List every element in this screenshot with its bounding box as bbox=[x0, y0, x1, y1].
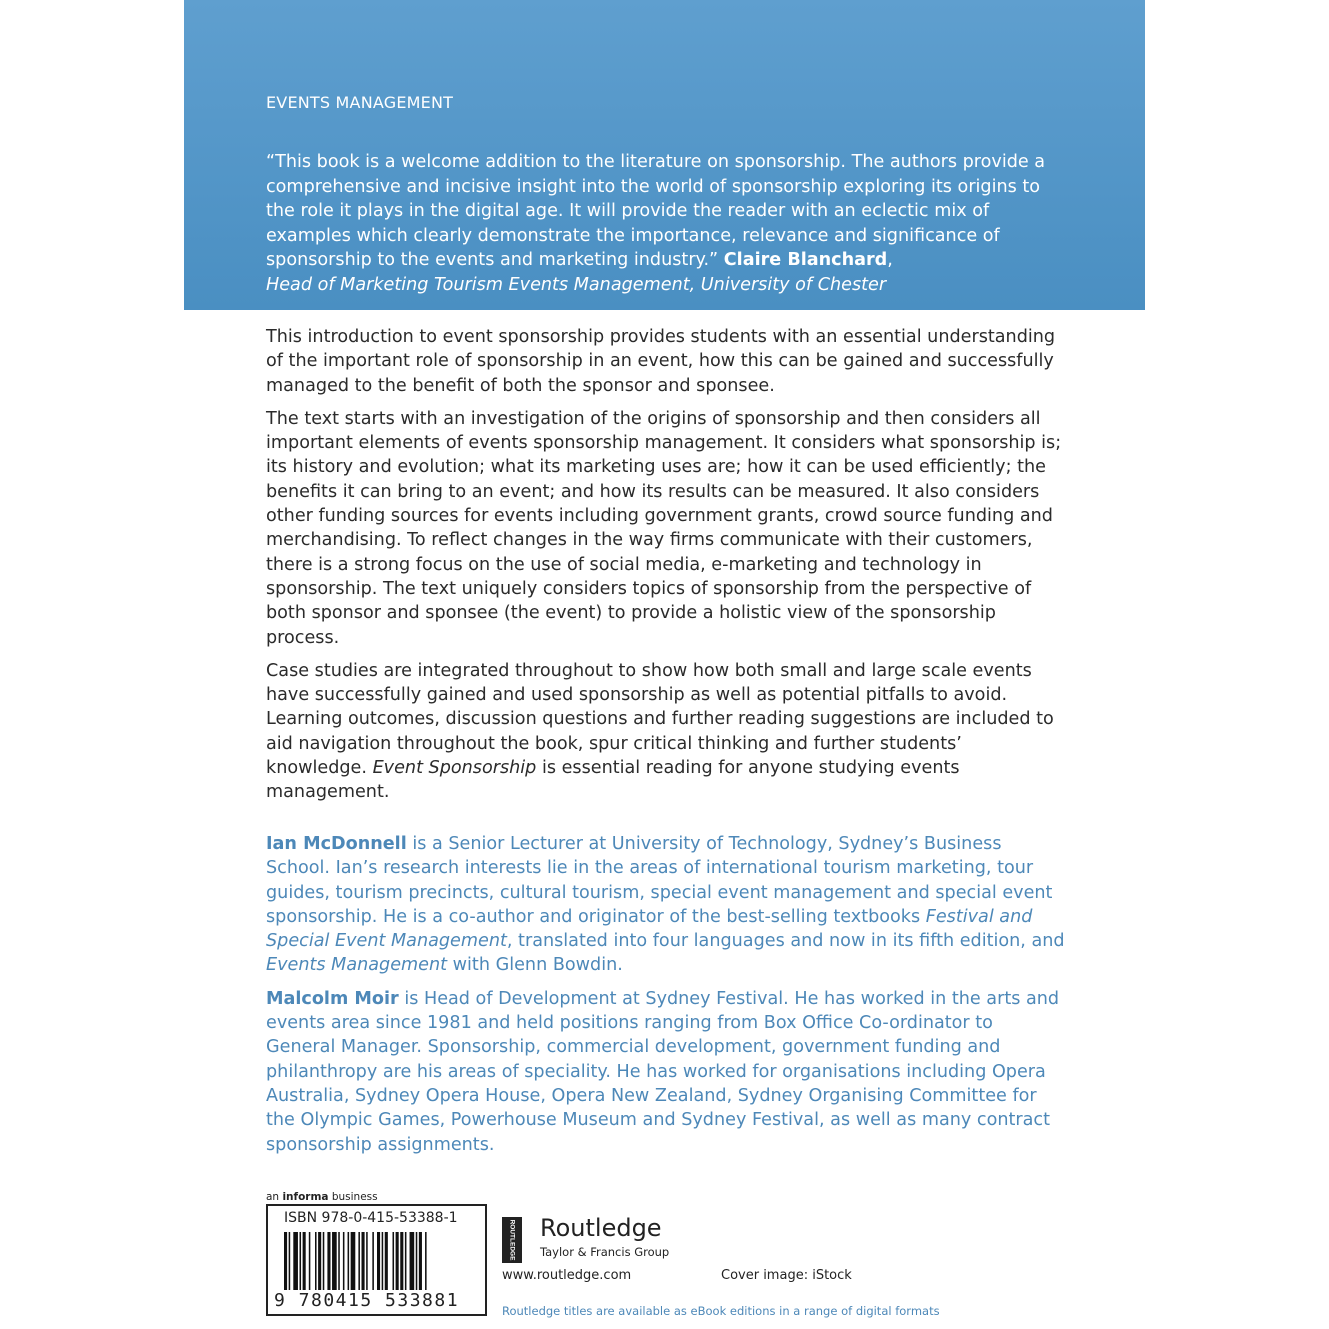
author-name-1: Ian McDonnell bbox=[266, 834, 407, 854]
author-bio-1 bbox=[266, 832, 1066, 978]
quote-affiliation: Head of Marketing Tourism Events Management, University of Chester bbox=[266, 274, 887, 295]
description-paragraph-3 bbox=[266, 659, 1066, 805]
barcode-icon bbox=[284, 1232, 474, 1290]
description-p3-before: Case studies are integrated throughout to show how both small and large scale events have successfully gained and used sponsorship as well as potential pitfalls to avoid. Learning outcomes, discussion questions and further reading suggestions are included to aid navigation throughout the book, spur critical thinking and further students’ knowledge. bbox=[266, 660, 1054, 779]
author-name-2: Malcolm Moir bbox=[266, 988, 399, 1009]
header-band bbox=[184, 0, 1145, 310]
description-p3-after: is essential reading for anyone studying events management. bbox=[266, 758, 960, 803]
description-paragraph-2: The text starts with an investigation of the origins of sponsorship and then considers all important elements of events sponsorship management. It considers what sponsorship is; its history and evolution; what its marketing uses are; how it can be used efficiently; the benefits it can bring to an event; and how its results can be measured. It also considers other funding sources for events including government grants, crowd source funding and merchandising. To reflect changes in the way firms communicate with their customers, there is a strong focus on the use of social media, e-marketing and technology in sponsorship. The text uniquely considers topics of sponsorship from the perspective of both sponsor and sponsee (the event) to provide a holistic view of the sponsorship process. bbox=[266, 408, 1062, 648]
isbn-label: ISBN 978-0-415-53388-1 bbox=[284, 1210, 458, 1226]
endorsement-quote: “This book is a welcome addition to the literature on sponsorship. The authors provide a comprehensive and incisive insight into the world of sponsorship exploring its origins to the role it plays in the digital age. It will provide the reader with an eclectic mix of examples which clearly demonstrate the importance, relevance and significance of sponsorship to the events and marketing industry.” Claire Blanchard, Head of Marketing Tourism Events Management, University of Chester bbox=[266, 150, 1066, 298]
book-title-inline: Event Sponsorship bbox=[372, 758, 537, 779]
author-bio-1-text3: with Glenn Bowdin. bbox=[452, 955, 623, 976]
cover-image-credit: Cover image: iStock bbox=[721, 1268, 852, 1283]
quote-text: “This book is a welcome addition to the literature on sponsorship. The authors provide a comprehensive and incisive insight into the world of sponsorship exploring its origins to the role it plays in the digital age. It will provide the reader with an eclectic mix of examples which clearly demonstrate the importance, relevance and significance of sponsorship to the events and marketing industry.” bbox=[266, 152, 1046, 271]
author-bio-1-book2: Events Management bbox=[266, 955, 448, 976]
publisher-website-link[interactable]: www.routledge.com bbox=[502, 1268, 632, 1283]
routledge-logo-icon bbox=[502, 1217, 522, 1263]
barcode-digits: 9 780415 533881 bbox=[274, 1290, 460, 1311]
informa-tag bbox=[266, 1191, 378, 1203]
publisher-group: Taylor & Francis Group bbox=[540, 1245, 670, 1259]
author-bio-2-text: is Head of Development at Sydney Festival. He has worked in the arts and events area since 1981 and held positions ranging from Box Office Co-ordinator to General Manager. Sponsorship, commercial development, government funding and philanthropy are his areas of speciality. He has worked for organisations including Opera Australia, Sydney Opera House, Opera New Zealand, Sydney Organising Committee for the Olympic Games, Powerhouse Museum and Sydney Festival, as well as many contract sponsorship assignments. bbox=[266, 988, 1060, 1155]
informa-suffix: business bbox=[331, 1191, 378, 1203]
author-bio-1-text2: , translated into four languages and now in its fifth edition, and bbox=[506, 931, 1065, 952]
publisher-name: Routledge bbox=[540, 1214, 662, 1242]
author-bios bbox=[266, 832, 1066, 1166]
informa-prefix: an bbox=[266, 1191, 280, 1203]
book-description bbox=[266, 325, 1066, 814]
isbn-barcode-box bbox=[266, 1204, 487, 1316]
series-title: EVENTS MANAGEMENT bbox=[266, 93, 454, 112]
back-cover bbox=[184, 0, 1145, 1329]
author-bio-2 bbox=[266, 987, 1066, 1157]
routledge-logo-text: ROUTLEDGE bbox=[508, 1219, 516, 1261]
author-bio-1-text1: is a Senior Lecturer at University of Technology, Sydney’s Business School. Ian’s research interests lie in the areas of international tourism marketing, tour guides, tourism precincts, cultural tourism, special event management and special event sponsorship. He is a co-author and originator of the best-selling textbooks bbox=[266, 834, 1053, 927]
informa-brand: informa bbox=[282, 1191, 329, 1203]
ebook-note: Routledge titles are available as eBook editions in a range of digital formats bbox=[502, 1304, 940, 1318]
description-paragraph-1: This introduction to event sponsorship provides students with an essential understanding of the important role of sponsorship in an event, how this can be gained and successfully managed to the benefit of both the sponsor and sponsee. bbox=[266, 327, 1056, 396]
author-bio-1-book1: Festival and Special Event Management bbox=[266, 906, 1033, 952]
quote-author: Claire Blanchard bbox=[723, 250, 888, 271]
